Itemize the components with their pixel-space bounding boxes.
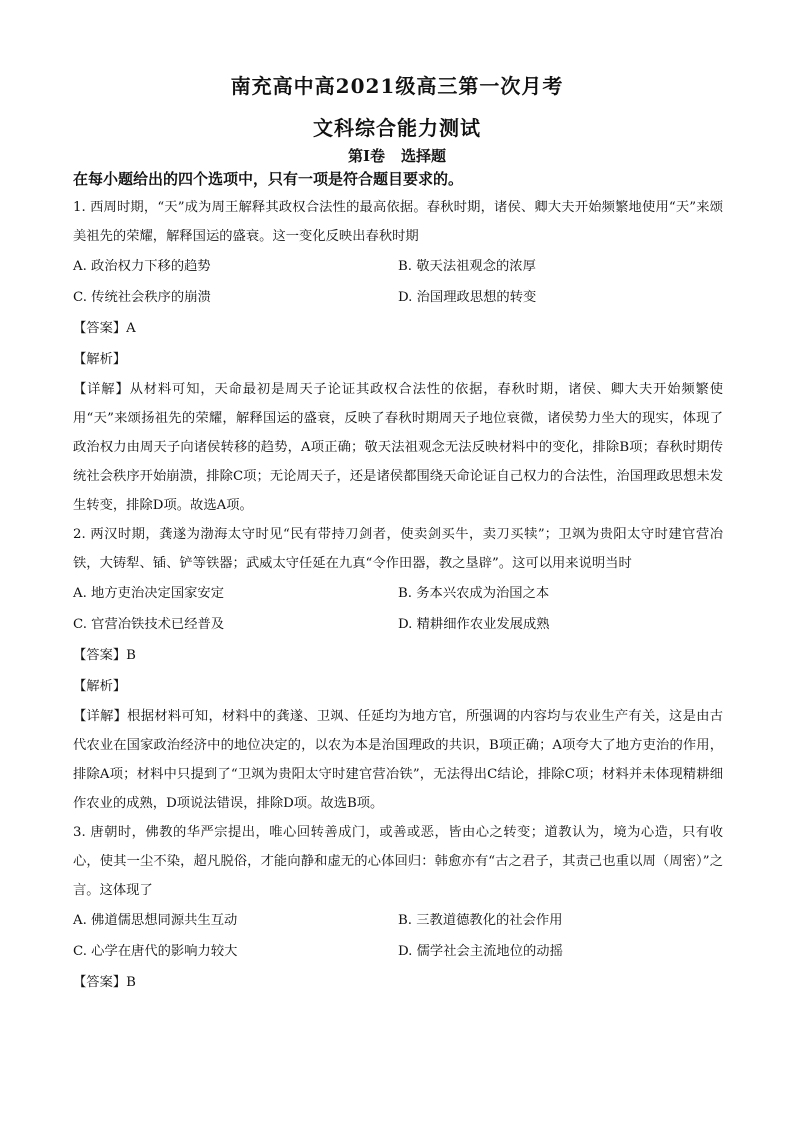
option-b: B. 务本兴农成为治国之本 [398,586,550,601]
answer: 【答案】B [73,975,136,990]
instruction: 在每小题给出的四个选项中，只有一项是符合题目要求的。 [73,170,464,188]
options [73,578,723,640]
section-heading [0,145,794,166]
answer: 【答案】A [73,321,136,336]
options [73,905,723,967]
question-2 [73,520,723,818]
exam-subtitle: 文科综合能力测试 [313,116,481,140]
question-stem: 3. 唐朝时，佛教的华严宗提出，唯心回转善成门，或善或恶，皆由心之转变；道教认为，境为心造，只有收心，使其一尘不染，超凡脱俗，才能向静和虚无的心体回归：韩愈亦有“古之君子，其责己也重以周（周密）”之言。这体现了 [73,825,723,898]
section-name: 选择题 [401,147,447,165]
option-a: A. 政治权力下移的趋势 [73,259,211,274]
option-d: D. 精耕细作农业发展成熟 [398,617,550,632]
question-stem: 2. 两汉时期，龚遂为渤海太守时见“民有带持刀剑者，使卖剑买牛，卖刀买犊”；卫飒为贵阳太守时建官营冶铁，大铸犁、锸、铲等铁器；武威太守任延在九真“令作田器，教之垦辟”。这可以用来说明当时 [73,527,723,571]
analysis-label: 【解析】 [73,352,127,367]
question-1 [73,193,723,520]
option-b: B. 三教道德教化的社会作用 [398,913,563,928]
question-3 [73,818,723,998]
answer: 【答案】B [73,648,136,663]
option-c: C. 官营冶铁技术已经普及 [73,617,225,632]
question-list [73,193,723,998]
detail-explanation: 【详解】从材料可知，天命最初是周天子论证其政权合法性的依据，春秋时期，诸侯、卿大夫开始频繁使用“天”来颂扬祖先的荣耀，解释国运的盛衰，反映了春秋时期周天子地位衰微，诸侯势力坐大的现实，体现了政治权力由周天子向诸侯转移的趋势，A项正确；敬天法祖观念无法反映材料中的变化，排除B项；春秋时期传统社会秩序开始崩溃，排除C项；无论周天子，还是诸侯都围绕天命论证自己权力的合法性，治国理政思想未发生转变，排除D项。故选A项。 [73,382,723,513]
option-d: D. 治国理政思想的转变 [398,290,537,305]
option-b: B. 敬天法祖观念的浓厚 [398,259,536,274]
analysis-label: 【解析】 [73,679,127,694]
detail-explanation: 【详解】根据材料可知，材料中的龚遂、卫飒、任延均为地方官，所强调的内容均与农业生产有关，这是由古代农业在国家政治经济中的地位决定的，以农为本是治国理政的共识，B项正确；A项夸大了地方吏治的作用，排除A项；材料中只提到了“卫飒为贵阳太守时建官营冶铁”，无法得出C结论，排除C项；材料并未体现精耕细作农业的成熟，D项说法错误，排除D项。故选B项。 [73,709,723,811]
option-c: C. 心学在唐代的影响力较大 [73,944,238,959]
options [73,251,723,313]
option-a: A. 佛道儒思想同源共生互动 [73,913,238,928]
option-d: D. 儒学社会主流地位的动摇 [398,944,563,959]
section-part: 第Ⅰ卷 [347,147,385,165]
question-stem: 1. 西周时期，“天”成为周王解释其政权合法性的最高依据。春秋时期，诸侯、卿大夫开始频繁地使用“天”来颂美祖先的荣耀，解释国运的盛衰。这一变化反映出春秋时期 [73,200,723,244]
option-a: A. 地方吏治决定国家安定 [73,586,225,601]
option-c: C. 传统社会秩序的崩溃 [73,290,211,305]
exam-title: 南充高中高2021级高三第一次月考 [230,74,564,98]
